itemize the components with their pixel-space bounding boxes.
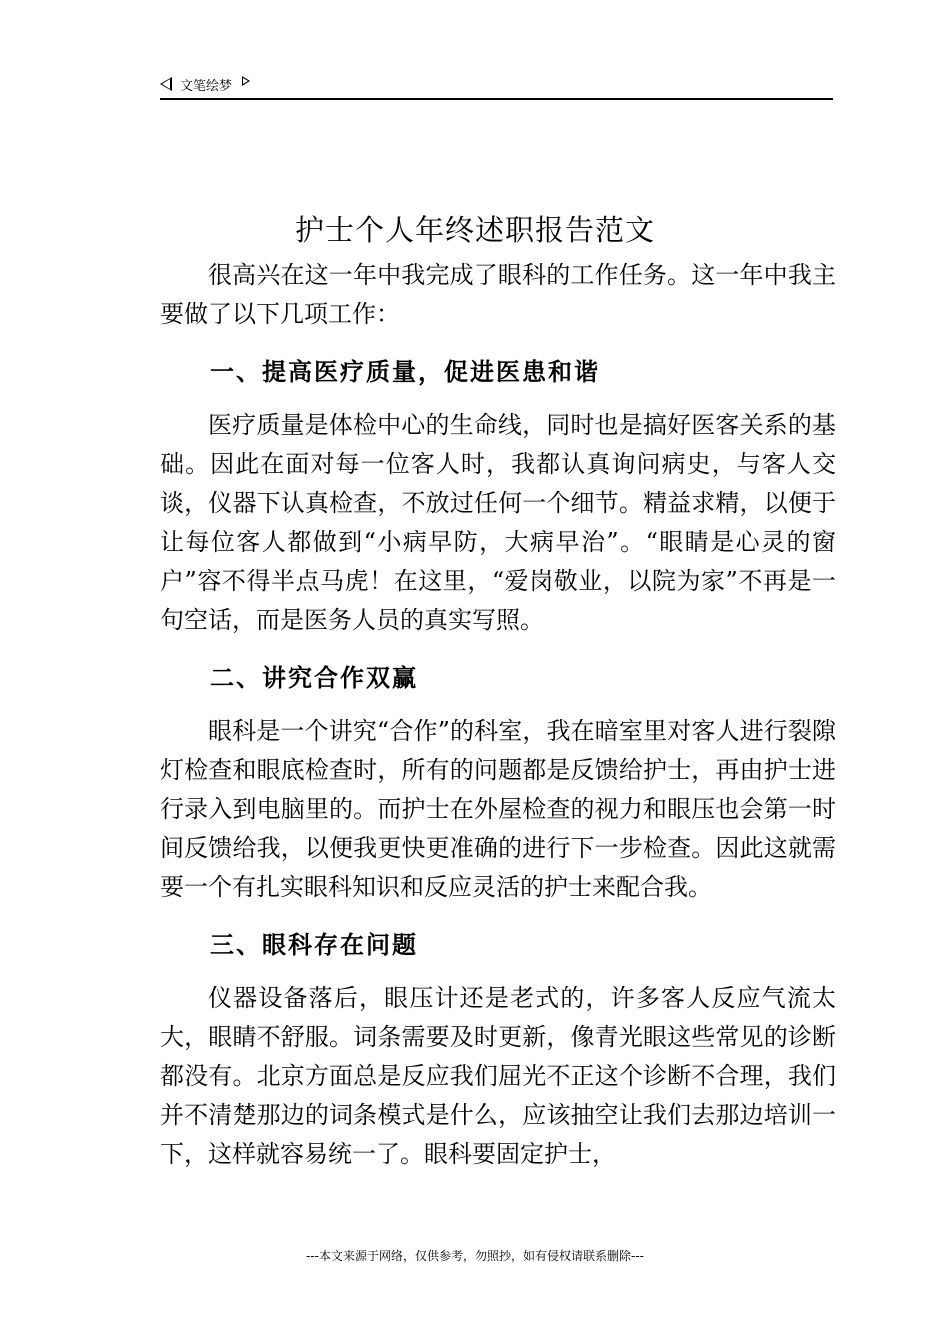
intro-paragraph: 很高兴在这一年中我完成了眼科的工作任务。这一年中我主要做了以下几项工作： (160, 261, 836, 328)
document-title: 护士个人年终述职报告范文 (294, 213, 655, 247)
page-header (160, 72, 833, 100)
triangle-right-icon (242, 76, 250, 86)
section-body-2: 眼科是一个讲究“合作”的科室，我在暗室里对客人进行裂隙灯检查和眼底检查时，所有的问题都是反馈给护士，再由护士进行录入到电脑里的。而护士在外屋检查的视力和眼压也会第一时间反馈给我，以便我更快更准确的进行下一步检查。因此这就需要一个有扎实眼科知识和反应灵活的护士来配合我。 (160, 717, 836, 901)
section-body-1: 医疗质量是体检中心的生命线，同时也是搞好医客关系的基础。因此在面对每一位客人时，我都认真询问病史，与客人交谈，仪器下认真检查，不放过任何一个细节。精益求精，以便于让每位客人都做到“小病早防，大病早治”。“眼睛是心灵的窗户”容不得半点马虎！在这里，“爱岗敬业，以院为家”不再是一句空话，而是医务人员的真实写照。 (160, 411, 836, 634)
section-body-3: 仪器设备落后，眼压计还是老式的，许多客人反应气流太大，眼睛不舒服。词条需要及时更新，像青光眼这些常见的诊断都没有。北京方面总是反应我们屈光不正这个诊断不合理，我们并不清楚那边的词条模式是什么，应该抽空让我们去那边培训一下，这样就容易统一了。眼科要固定护士， (160, 984, 836, 1168)
section-heading-1: 一、提高医疗质量，促进医患和谐 (210, 358, 600, 386)
footer-note: ---本文来源于网络，仅供参考，勿照抄，如有侵权请联系删除--- (306, 1249, 644, 1263)
section-heading-3: 三、眼科存在问题 (210, 931, 418, 959)
triangle-left-icon (160, 77, 172, 91)
header-label: 文笔绘梦 (180, 78, 233, 94)
document-body (160, 256, 836, 1174)
section-heading-2: 二、讲究合作双赢 (210, 664, 418, 692)
